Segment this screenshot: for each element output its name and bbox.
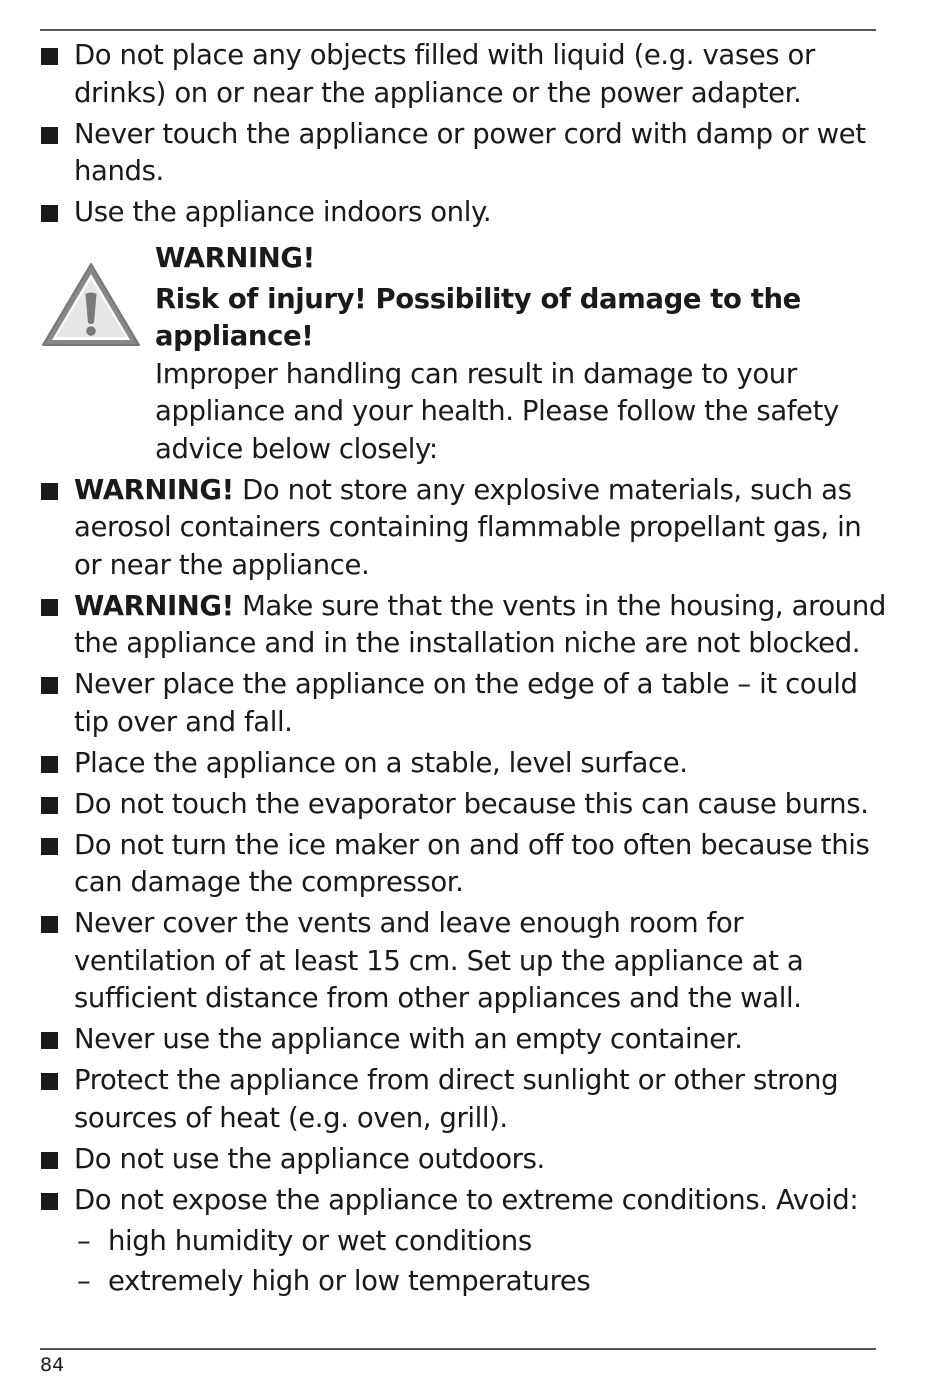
square-bullet-icon — [41, 838, 58, 855]
warning-title: WARNING! — [155, 241, 315, 274]
list-item-text: Protect the appliance from direct sunlight or other strong sources of heat (e.g. oven, grill). — [74, 1064, 839, 1134]
square-bullet-icon — [41, 599, 58, 616]
square-bullet-icon — [41, 916, 58, 933]
warning-triangle-icon — [40, 261, 142, 349]
list-item-text: Do not use the appliance outdoors. — [74, 1142, 545, 1175]
dash-marker: – — [77, 1265, 91, 1297]
list-item — [40, 1021, 890, 1059]
list-item-text: Do not turn the ice maker on and off too often because this can damage the compressor. — [74, 828, 870, 898]
square-bullet-icon — [41, 756, 58, 773]
list-item — [40, 666, 890, 741]
list-item — [40, 472, 890, 585]
list-item — [40, 1062, 890, 1137]
list-item-text: Use the appliance indoors only. — [74, 196, 492, 228]
list-item — [40, 745, 890, 783]
list-item-text: Do not place any objects filled with liquid (e.g. vases or drinks) on or near the appliance or the power adapter. — [74, 39, 815, 109]
list-item-text: Do not touch the evaporator because this can cause burns. — [74, 787, 869, 820]
list-item — [40, 1141, 890, 1179]
list-item — [40, 786, 890, 824]
square-bullet-icon — [41, 205, 58, 222]
list-item-text: Place the appliance on a stable, level surface. — [74, 746, 688, 779]
warning-block — [40, 240, 890, 469]
sub-list-item-text: high humidity or wet conditions — [108, 1224, 532, 1257]
bottom-rule — [40, 1348, 876, 1350]
list-item-text: Never use the appliance with an empty container. — [74, 1023, 743, 1055]
square-bullet-icon — [41, 797, 58, 814]
warning-body: Improper handling can result in damage to your appliance and your health. Please follow the safety advice below closely: — [155, 357, 839, 465]
list-item — [40, 194, 890, 232]
square-bullet-icon — [41, 483, 58, 500]
dash-marker: – — [77, 1224, 91, 1257]
square-bullet-icon — [41, 677, 58, 694]
page-number: 84 — [40, 1354, 65, 1376]
sub-list-item-text: extremely high or low temperatures — [108, 1265, 591, 1297]
list-item-text: Never place the appliance on the edge of a table – it could tip over and fall. — [74, 668, 858, 738]
list-item-text: Never cover the vents and leave enough room for ventilation of at least 15 cm. Set up the appliance at a sufficient distance from other appliances and the wall. — [74, 907, 804, 1014]
list-item-text: Make sure that the vents in the housing, around the appliance and in the installation niche are not blocked. — [74, 589, 886, 659]
sub-list-item — [40, 1223, 890, 1261]
top-rule — [40, 29, 876, 31]
warning-prefix: WARNING! — [74, 589, 234, 622]
square-bullet-icon — [41, 48, 58, 65]
list-item-text: Never touch the appliance or power cord with damp or wet hands. — [74, 117, 866, 187]
list-item — [40, 116, 890, 191]
document-body — [40, 37, 890, 1304]
warning-subtitle: Risk of injury! Possibility of damage to the appliance! — [155, 282, 801, 352]
square-bullet-icon — [41, 1193, 58, 1210]
square-bullet-icon — [41, 1152, 58, 1169]
list-item-text: Do not expose the appliance to extreme conditions. Avoid: — [74, 1183, 859, 1216]
warning-prefix: WARNING! — [74, 473, 234, 506]
list-item — [40, 1182, 890, 1220]
square-bullet-icon — [41, 127, 58, 144]
list-item-text: Do not store any explosive materials, such as aerosol containers containing flammable propellant gas, in or near the appliance. — [74, 473, 862, 581]
square-bullet-icon — [41, 1032, 58, 1049]
list-item — [40, 827, 890, 902]
list-item — [40, 588, 890, 663]
list-item — [40, 905, 890, 1018]
sub-list-item — [40, 1263, 890, 1301]
square-bullet-icon — [41, 1073, 58, 1090]
list-item — [40, 37, 890, 112]
